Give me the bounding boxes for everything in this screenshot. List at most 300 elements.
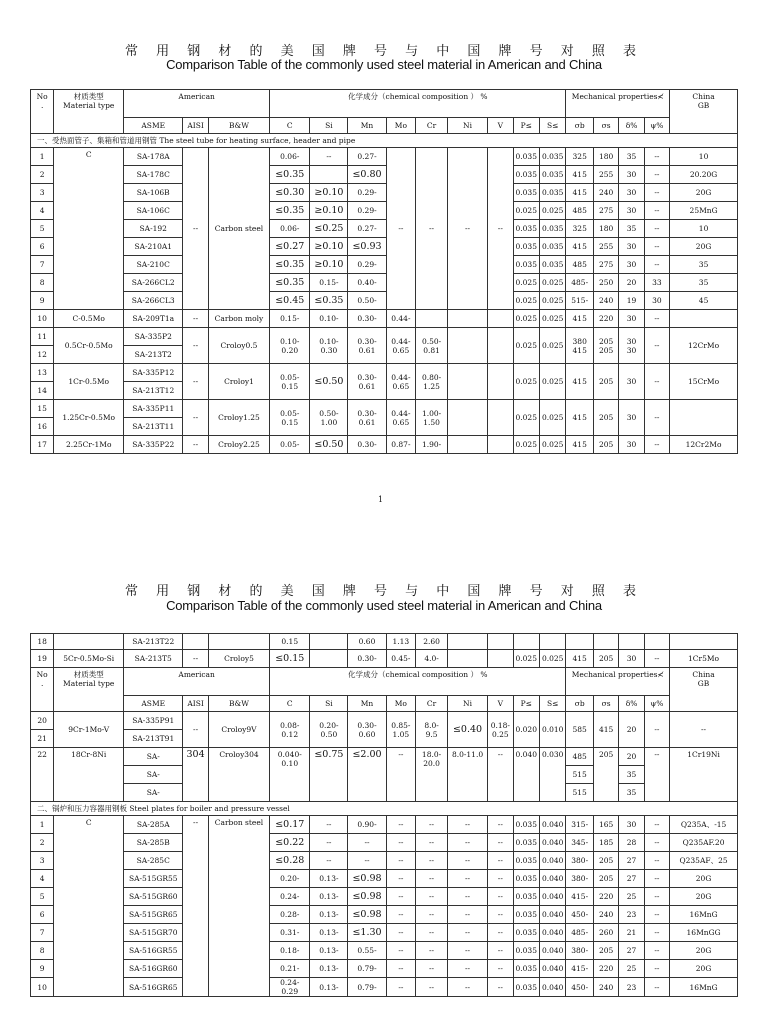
cell-d: 35 [619,784,644,802]
cell-d: 23 [619,906,644,924]
cell-os: 240 [593,906,618,924]
cell-gb: 12CrMo [670,328,738,364]
cell-bw: Carbon steel [208,148,269,310]
cell-p: 0.025 [513,400,539,436]
cell-psi: -- [644,166,669,184]
cell-c: 0.05- 0.15 [270,400,310,436]
cell-gb: Q235AF、25 [670,852,738,870]
cell-mn: 0.60 [348,634,386,650]
cell-no: 10 [31,978,54,997]
cell-si: -- [310,834,348,852]
cell-mn: 0.30- 0.61 [348,328,386,364]
cell-cr: -- [416,924,448,942]
cell-os: 240 [593,292,618,310]
cell-psi: -- [644,852,669,870]
cell-asme: SA-266CL3 [124,292,183,310]
header-mo: Mo [386,696,416,712]
cell-aisi: -- [183,364,208,400]
cell-material: 0.5Cr-0.5Mo [54,328,124,364]
header-c: C [270,696,310,712]
cell-asme: SA-192 [124,220,183,238]
cell-mn: 0.30- 0.61 [348,400,386,436]
header-no: No . [31,668,54,712]
cell-ob [566,634,594,650]
cell-os: 180 [593,220,618,238]
cell-mn: 0.29- [348,202,386,220]
table-row [31,852,738,870]
table-row [31,888,738,906]
cell-aisi: -- [183,816,208,997]
cell-os: 220 [593,888,618,906]
cell-c: ≤0.15 [270,650,310,668]
cell-ob: 415- [566,888,594,906]
cell-s: 0.040 [539,942,565,960]
cell-gb: 16MnGG [670,924,738,942]
cell-p: 0.025 [513,650,539,668]
cell-cr: 1.90- [416,436,448,454]
cell-material: 2.25Cr-1Mo [54,436,124,454]
cell-mn: 0.30- 0.61 [348,364,386,400]
cell-mo: -- [386,960,416,978]
cell-os: 180 [593,148,618,166]
cell-material: 18Cr-8Ni [54,748,124,802]
header-ob: σb [566,696,594,712]
cell-p [513,634,539,650]
header-cr: Cr [416,118,448,134]
header-material: 材质类型 Material type [54,90,124,134]
cell-mn: ≤0.98 [348,906,386,924]
cell-ob: 515 [566,766,594,784]
cell-c: ≤0.45 [270,292,310,310]
cell-p: 0.035 [513,220,539,238]
cell-p: 0.035 [513,256,539,274]
cell-si: ≤0.75 [310,748,348,802]
cell-psi: -- [644,816,669,834]
cell-asme: SA-213T91 [124,730,183,748]
cell-ni: -- [447,834,487,852]
cell-asme: SA- [124,766,183,784]
cell-no: 1 [31,816,54,834]
cell-ni: -- [447,148,487,310]
cell-c: 0.10- 0.20 [270,328,310,364]
cell-mn: ≤1.30 [348,924,386,942]
cell-bw: Croloy9V [208,712,269,748]
table-row [31,712,738,730]
cell-asme: SA- [124,784,183,802]
cell-no: 13 [31,364,54,382]
cell-no: 2 [31,166,54,184]
cell-psi: -- [644,906,669,924]
header-mn: Mn [348,696,386,712]
cell-si: 0.13- [310,888,348,906]
table-row [31,148,738,166]
cell-asme: SA-516GR55 [124,942,183,960]
cell-gb: 35 [670,274,738,292]
cell-mo: -- [386,942,416,960]
cell-gb: 12Cr2Mo [670,436,738,454]
header-p: P≤ [513,696,539,712]
cell-v [488,310,513,328]
header-mo: Mo [386,118,416,134]
cell-d [619,634,644,650]
cell-os: 165 [593,816,618,834]
cell-mn: 0.55- [348,942,386,960]
cell-ob: 415 [566,364,594,400]
cell-ob: 380- [566,942,594,960]
cell-cr: -- [416,942,448,960]
cell-c: ≤0.27 [270,238,310,256]
cell-os: 260 [593,924,618,942]
cell-asme: SA-285B [124,834,183,852]
cell-c: ≤0.28 [270,852,310,870]
cell-no: 8 [31,274,54,292]
header-psi: ψ% [644,696,669,712]
cell-aisi: -- [183,650,208,668]
cell-si: ≤0.35 [310,292,348,310]
cell-si: ≥0.10 [310,184,348,202]
cell-no: 10 [31,310,54,328]
cell-bw: Croloy304 [208,748,269,802]
page-number: 1 [378,495,384,504]
cell-cr: 8.0- 9.5 [416,712,448,748]
cell-no: 5 [31,888,54,906]
cell-ob: 415 [566,166,594,184]
page2-title-en: Comparison Table of the commonly used steel material in American and China [166,598,602,613]
cell-p: 0.025 [513,274,539,292]
cell-d: 21 [619,924,644,942]
cell-p: 0.025 [513,436,539,454]
cell-si: -- [310,816,348,834]
cell-aisi [183,634,208,650]
cell-ob: 450- [566,978,594,997]
cell-psi: -- [644,184,669,202]
cell-p: 0.035 [513,184,539,202]
cell-os: 220 [593,960,618,978]
header-material: 材质类型 Material type [54,668,124,712]
cell-c: 0.08- 0.12 [270,712,310,748]
cell-no: 8 [31,942,54,960]
cell-mo: -- [386,978,416,997]
cell-psi: -- [644,978,669,997]
cell-mn: 0.30- [348,650,386,668]
cell-os: 205 205 [593,328,618,364]
cell-v: -- [488,834,513,852]
cell-d: 20 [619,274,644,292]
cell-ob: 325 [566,220,594,238]
cell-psi: -- [644,712,669,748]
cell-psi [644,634,669,650]
cell-psi: -- [644,256,669,274]
cell-ni: -- [447,924,487,942]
cell-s: 0.025 [539,202,565,220]
cell-ni: -- [447,816,487,834]
cell-aisi: -- [183,148,208,310]
header-aisi: AISI [183,696,208,712]
cell-bw [208,634,269,650]
header-ni: Ni [447,696,487,712]
cell-ob: 485 [566,256,594,274]
cell-mo: 0.45- [386,650,416,668]
cell-v: -- [488,942,513,960]
header-psi: ψ% [644,118,669,134]
cell-asme: SA-516GR60 [124,960,183,978]
table-row [31,292,738,310]
cell-ob: 325 [566,148,594,166]
cell-c: ≤0.30 [270,184,310,202]
cell-ob: 315- [566,816,594,834]
cell-mo: -- [386,816,416,834]
cell-v: -- [488,852,513,870]
cell-os: 205 [593,748,618,802]
cell-gb: 35 [670,256,738,274]
cell-v: -- [488,148,513,310]
cell-psi: -- [644,888,669,906]
cell-cr: -- [416,888,448,906]
cell-gb: 1Cr5Mo [670,650,738,668]
cell-material: C [54,816,124,997]
table-row [31,650,738,668]
header-mn: Mn [348,118,386,134]
cell-cr: 0.80- 1.25 [416,364,448,400]
cell-c: 0.05- 0.15 [270,364,310,400]
cell-os: 275 [593,202,618,220]
cell-no: 9 [31,960,54,978]
cell-ni: -- [447,888,487,906]
cell-cr: 0.50- 0.81 [416,328,448,364]
cell-ob: 415 [566,238,594,256]
cell-mn: 0.30- [348,436,386,454]
header-cr: Cr [416,696,448,712]
cell-v [488,328,513,364]
cell-os [593,634,618,650]
cell-os: 255 [593,238,618,256]
cell-si: ≤0.50 [310,364,348,400]
cell-c: 0.05- [270,436,310,454]
cell-d: 30 [619,310,644,328]
cell-asme: SA-335P2 [124,328,183,346]
cell-no: 2 [31,834,54,852]
cell-d: 35 [619,220,644,238]
cell-d: 27 [619,942,644,960]
cell-ni [447,364,487,400]
cell-mn: 0.29- [348,256,386,274]
cell-ni [447,436,487,454]
cell-os: 240 [593,978,618,997]
cell-v: 0.18- 0.25 [488,712,513,748]
cell-d: 23 [619,978,644,997]
cell-cr: 2.60 [416,634,448,650]
cell-si: 0.50- 1.00 [310,400,348,436]
header-asme: ASME [124,118,183,134]
cell-ni: -- [447,960,487,978]
cell-gb: 10 [670,220,738,238]
cell-s: 0.040 [539,978,565,997]
cell-asme: SA-213T11 [124,418,183,436]
cell-c: 0.040- 0.10 [270,748,310,802]
cell-gb: 20.20G [670,166,738,184]
table-row [31,942,738,960]
cell-ni [447,400,487,436]
cell-ni: ≤0.40 [447,712,487,748]
cell-si: 0.13- [310,960,348,978]
cell-asme: SA-213T5 [124,650,183,668]
cell-s: 0.035 [539,166,565,184]
cell-s: 0.025 [539,436,565,454]
cell-v: -- [488,924,513,942]
section-title: 一、受热面管子、集箱和管道用钢管 The steel tube for heating surface, header and pipe [31,134,738,148]
cell-c: 0.31- [270,924,310,942]
cell-s: 0.040 [539,834,565,852]
cell-si: 0.13- [310,870,348,888]
page2-title-cn: 常 用 钢 材 的 美 国 牌 号 与 中 国 牌 号 对 照 表 [124,584,644,599]
table-row [31,328,738,346]
cell-mo: 0.44- [386,310,416,328]
cell-mo: 0.87- [386,436,416,454]
cell-si: 0.13- [310,978,348,997]
cell-s: 0.025 [539,328,565,364]
cell-material: 1Cr-0.5Mo [54,364,124,400]
cell-si: ≤0.50 [310,436,348,454]
cell-c: ≤0.35 [270,202,310,220]
cell-v [488,400,513,436]
header-ni: Ni [447,118,487,134]
table-row [31,870,738,888]
cell-si: 0.10- 0.30 [310,328,348,364]
cell-psi: -- [644,202,669,220]
cell-os: 205 [593,650,618,668]
cell-no: 21 [31,730,54,748]
cell-gb [670,400,738,436]
cell-bw: Croloy2.25 [208,436,269,454]
cell-p: 0.040 [513,748,539,802]
steel-table-page1 [30,89,738,454]
cell-si: ≥0.10 [310,202,348,220]
cell-ni [447,310,487,328]
cell-cr: -- [416,816,448,834]
cell-bw: Croloy1 [208,364,269,400]
cell-d: 19 [619,292,644,310]
cell-c: ≤0.35 [270,274,310,292]
cell-mn: 0.40- [348,274,386,292]
cell-cr: -- [416,870,448,888]
cell-asme: SA-213T12 [124,382,183,400]
cell-gb: 20G [670,888,738,906]
cell-os: 275 [593,256,618,274]
cell-v: -- [488,906,513,924]
cell-gb: 10 [670,148,738,166]
cell-gb: 20G [670,184,738,202]
cell-si: 0.13- [310,906,348,924]
cell-s: 0.040 [539,924,565,942]
cell-mo: -- [386,852,416,870]
header-mech: Mechanical properties≮ [566,90,670,118]
cell-no: 6 [31,906,54,924]
header-chem: 化学成分（chemical composition ） % [270,90,566,118]
cell-material: C [54,148,124,310]
cell-d: 35 [619,148,644,166]
cell-no: 4 [31,202,54,220]
cell-mn: 0.27- [348,220,386,238]
cell-p: 0.035 [513,816,539,834]
cell-gb: 16MnG [670,978,738,997]
header-c: C [270,118,310,134]
cell-psi: -- [644,364,669,400]
cell-c: 0.06- [270,220,310,238]
cell-mo: 0.85- 1.05 [386,712,416,748]
cell-psi: -- [644,148,669,166]
table-row [31,238,738,256]
cell-ni: -- [447,942,487,960]
cell-s: 0.025 [539,364,565,400]
cell-gb: 20G [670,960,738,978]
cell-p: 0.035 [513,888,539,906]
cell-c: 0.24- 0.29 [270,978,310,997]
cell-ob: 415- [566,960,594,978]
cell-mo: 0.44- 0.65 [386,328,416,364]
cell-c: 0.06- [270,148,310,166]
cell-d: 30 [619,364,644,400]
cell-os: 205 [593,852,618,870]
cell-ob: 415 [566,184,594,202]
table-row [31,906,738,924]
cell-c: 0.15 [270,634,310,650]
table-row [31,834,738,852]
cell-mn: 0.30- 0.60 [348,712,386,748]
table-row [31,748,738,766]
cell-mn: 0.79- [348,978,386,997]
cell-material: 1.25Cr-0.5Mo [54,400,124,436]
cell-s: 0.035 [539,256,565,274]
cell-ob: 485 [566,202,594,220]
cell-cr: -- [416,148,448,310]
cell-s [539,634,565,650]
header-v: V [488,118,513,134]
cell-bw: Croloy1.25 [208,400,269,436]
cell-mo: -- [386,924,416,942]
cell-ob: 485- [566,274,594,292]
cell-psi: -- [644,870,669,888]
steel-table-page2 [30,633,738,997]
cell-c: 0.28- [270,906,310,924]
cell-mo: -- [386,888,416,906]
header-china: China GB [670,90,738,134]
header-asme: ASME [124,696,183,712]
cell-asme: SA-266CL2 [124,274,183,292]
cell-d: 30 [619,238,644,256]
cell-s: 0.040 [539,816,565,834]
cell-cr: 1.00- 1.50 [416,400,448,436]
cell-s: 0.035 [539,238,565,256]
cell-s: 0.040 [539,906,565,924]
page1-title-cn: 常 用 钢 材 的 美 国 牌 号 与 中 国 牌 号 对 照 表 [124,44,644,59]
cell-aisi: -- [183,400,208,436]
table-row [31,400,738,418]
cell-p: 0.035 [513,148,539,166]
cell-asme: SA-515GR65 [124,906,183,924]
cell-v [488,364,513,400]
table-row [31,364,738,382]
header-american: American [124,90,270,118]
table-row [31,166,738,184]
header-ob: σb [566,118,594,134]
cell-c: 0.20- [270,870,310,888]
cell-no: 19 [31,650,54,668]
cell-aisi: -- [183,310,208,328]
table-row [31,220,738,238]
table-row [31,256,738,274]
cell-psi: -- [644,748,669,802]
cell-cr: -- [416,960,448,978]
